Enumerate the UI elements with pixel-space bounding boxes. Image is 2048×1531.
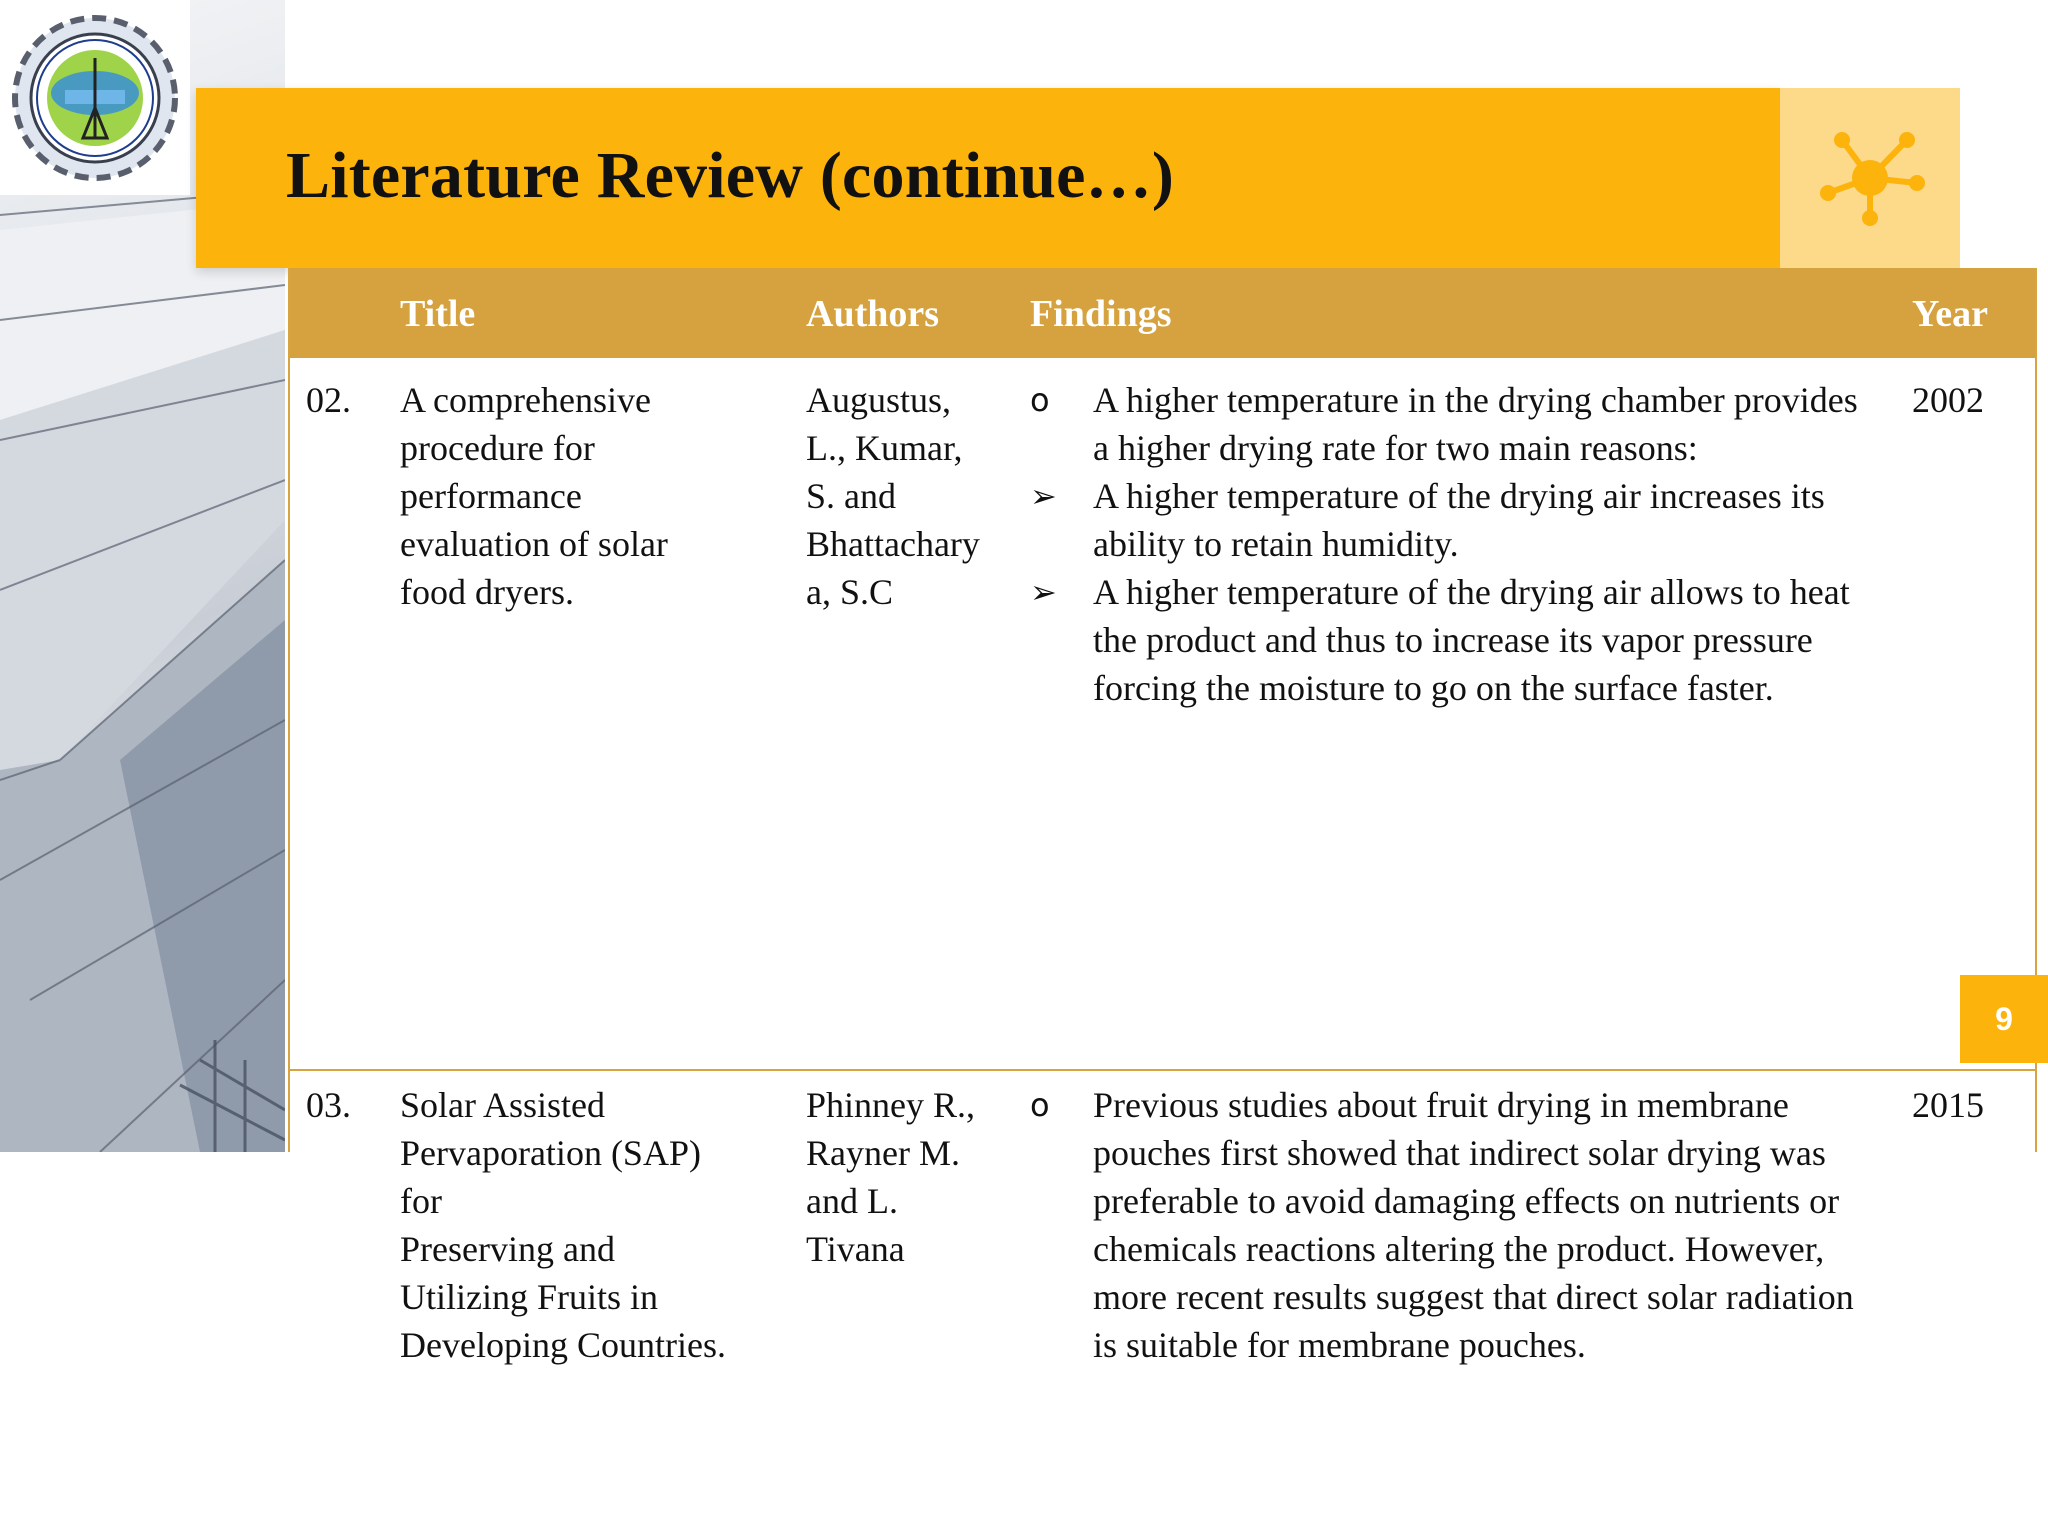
table-row (290, 1071, 2035, 1531)
slide-title: Literature Review (continue…) (286, 139, 1175, 212)
title-line: for (400, 1181, 442, 1221)
circle-bullet-icon: o (1030, 381, 1050, 419)
row-year: 2015 (1912, 1085, 1984, 1125)
institution-logo (0, 0, 190, 195)
author-line: Tivana (806, 1229, 905, 1269)
row-title (400, 376, 790, 616)
row-year: 2002 (1912, 380, 1984, 420)
title-line: Utilizing Fruits in (400, 1277, 659, 1317)
row-number: 03. (306, 1085, 351, 1125)
author-line: Rayner M. (806, 1133, 960, 1173)
literature-table (288, 268, 2037, 1365)
author-line: a, S.C (806, 572, 894, 612)
circle-bullet-icon: o (1030, 1086, 1050, 1124)
row-findings (1030, 376, 1860, 712)
title-line: Solar Assisted (400, 1085, 606, 1125)
finding-text: A higher temperature of the drying air increases its ability to retain humidity. (1093, 476, 1825, 564)
title-line: performance (400, 476, 582, 516)
arrow-bullet-icon: ➢ (1030, 477, 1057, 515)
title-line: evaluation of solar (400, 524, 668, 564)
header-title: Title (400, 293, 476, 335)
title-line: Pervaporation (SAP) (400, 1133, 701, 1173)
title-line: Preserving and (400, 1229, 615, 1269)
arrow-bullet-icon: ➢ (1030, 573, 1057, 611)
row-authors (806, 1081, 1026, 1273)
author-line: Augustus, (806, 380, 952, 420)
title-line: A comprehensive (400, 380, 651, 420)
finding-item (1030, 472, 1860, 568)
title-line: food dryers. (400, 572, 574, 612)
network-hub-icon (1780, 88, 1960, 268)
finding-item (1030, 568, 1860, 712)
banner-icon-box (1780, 88, 1960, 268)
row-authors (806, 376, 1026, 616)
author-line: S. and (806, 476, 896, 516)
title-line: procedure for (400, 428, 595, 468)
title-banner (196, 88, 1780, 268)
page-number: 9 (1960, 975, 2048, 1063)
header-authors: Authors (806, 293, 940, 335)
finding-item (1030, 376, 1860, 472)
row-findings (1030, 1081, 1860, 1369)
finding-text: A higher temperature of the drying air allows to heat the product and thus to increase its vapor pressure forcing the moisture to go on the surface faster. (1093, 572, 1850, 708)
header-year: Year (1912, 293, 1988, 335)
author-line: and L. (806, 1181, 898, 1221)
author-line: Bhattachary (806, 524, 980, 564)
header-findings: Findings (1030, 293, 1172, 335)
finding-item (1030, 1081, 1860, 1369)
table-header (290, 268, 2035, 358)
title-line: Developing Countries. (400, 1325, 726, 1365)
author-line: Phinney R., (806, 1085, 976, 1125)
finding-text: Previous studies about fruit drying in membrane pouches first showed that indirect solar drying was preferable to avoid damaging effects on nutrients or chemicals reactions altering the product. However, more recent results suggest that direct solar radiation is suitable for membrane pouches. (1093, 1085, 1854, 1365)
table-row (290, 358, 2035, 1070)
finding-text: A higher temperature in the drying chamber provides a higher drying rate for two main reasons: (1093, 380, 1858, 468)
row-number: 02. (306, 380, 351, 420)
author-line: L., Kumar, (806, 428, 963, 468)
row-title (400, 1081, 800, 1369)
